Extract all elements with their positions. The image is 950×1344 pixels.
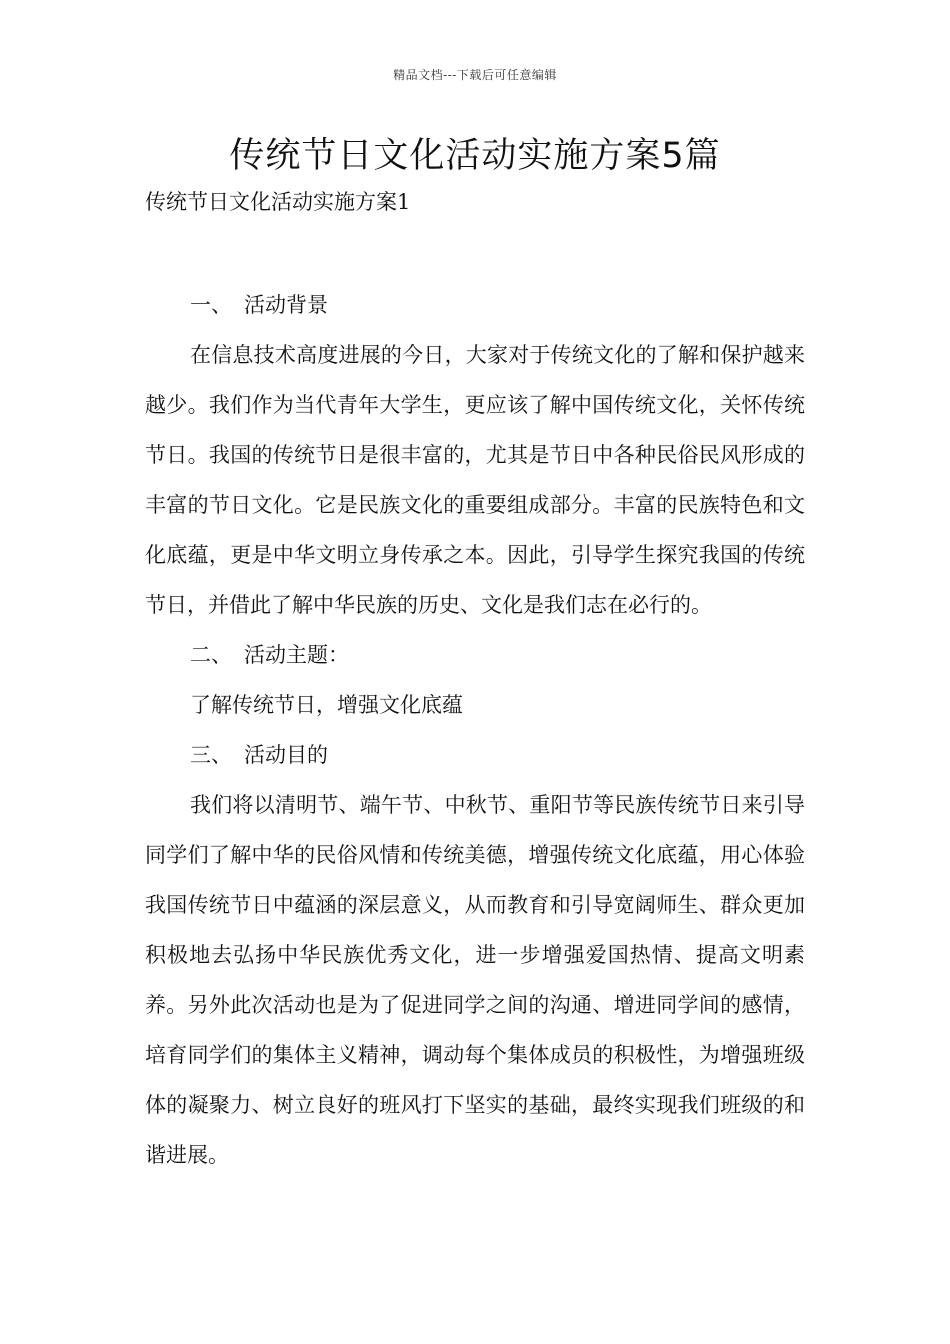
section-paragraph-theme: 了解传统节日，增强文化底蕴 — [190, 693, 463, 717]
section-heading-purpose — [145, 730, 805, 780]
section-number: 一、 — [190, 293, 232, 317]
section-title: 活动背景 — [244, 293, 328, 317]
section-heading-background — [145, 280, 805, 330]
header-note: 精品文档---下载后可任意编辑 — [393, 68, 557, 82]
section-heading-theme — [145, 630, 805, 680]
section-paragraph-purpose: 我们将以清明节、端午节、中秋节、重阳节等民族传统节日来引导同学们了解中华的民俗风情和传统美德，增强传统文化底蕴，用心体验我国传统节日中蕴涵的深层意义，从而教育和引导宽阔师生、群众更加积极地去弘扬中华民族优秀文化，进一步增强爱国热情、提高文明素养。另外此次活动也是为了促进同学之间的沟通、增进同学间的感情，培育同学们的集体主义精神，调动每个集体成员的积极性，为增强班级体的凝聚力、树立良好的班风打下坚实的基础，最终实现我们班级的和谐进展。 — [145, 793, 805, 1167]
section-number: 二、 — [190, 643, 232, 667]
document-title: 传统节日文化活动实施方案5篇 — [229, 136, 721, 176]
document-subtitle: 传统节日文化活动实施方案1 — [145, 190, 411, 214]
section-title: 活动目的 — [244, 743, 328, 767]
section-paragraph-background: 在信息技术高度进展的今日，大家对于传统文化的了解和保护越来越少。我们作为当代青年大学生，更应该了解中国传统文化，关怀传统节日。我国的传统节日是很丰富的，尤其是节日中各种民俗民风形成的丰富的节日文化。它是民族文化的重要组成部分。丰富的民族特色和文化底蕴，更是中华文明立身传承之本。因此，引导学生探究我国的传统节日，并借此了解中华民族的历史、文化是我们志在必行的。 — [145, 343, 805, 617]
section-number: 三、 — [190, 743, 232, 767]
section-title: 活动主题： — [244, 643, 349, 667]
document-body — [145, 280, 805, 1180]
